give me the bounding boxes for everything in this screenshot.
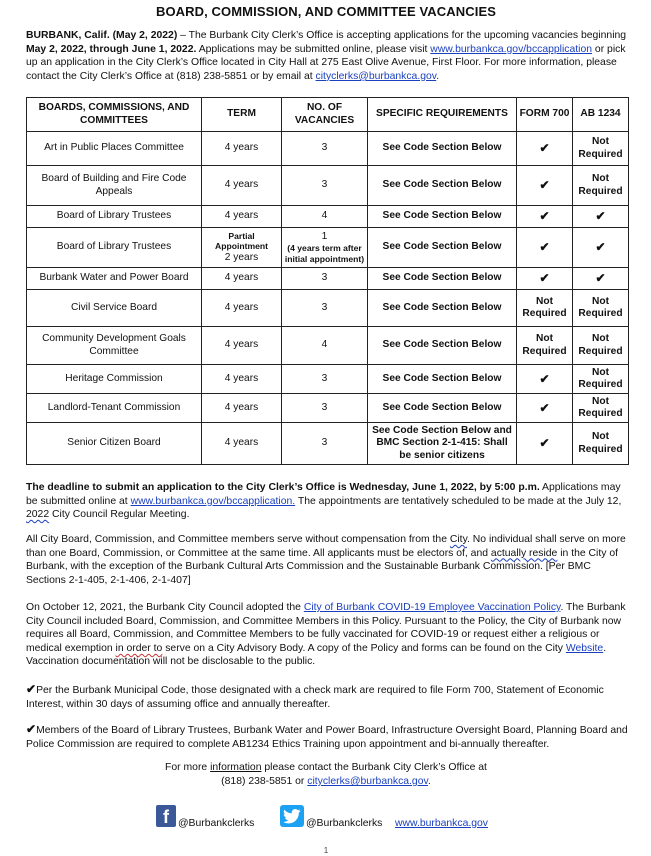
table-row xyxy=(27,132,629,166)
dateline: BURBANK, Calif. (May 2, 2022) xyxy=(26,30,178,41)
twitter-icon xyxy=(280,805,304,827)
requirements: See Code Section Below xyxy=(368,394,517,423)
information-word: information xyxy=(210,762,262,773)
facebook-handle: @Burbankclerks xyxy=(178,817,255,829)
contact-phone: (818) 238-5851 or xyxy=(221,776,308,787)
board-name: Community Development Goals Committee xyxy=(27,327,202,365)
ab-1234-status: Not Required xyxy=(573,365,629,394)
service-text-3: in the City of Burbank, with the exception of the Burbank Cultural Arts Commission and the Sustainable Burbank Commission. [Per BMC Sections 2-1-405, 2-1-406, 2-1-407] xyxy=(26,547,618,586)
contact-block xyxy=(0,761,652,789)
table-row xyxy=(27,290,629,327)
ab-1234-status: Not Required xyxy=(573,166,629,206)
board-name: Art in Public Places Committee xyxy=(27,132,202,166)
form-700-check-icon: ✔ xyxy=(517,166,573,206)
intro-paragraph xyxy=(26,29,630,83)
table-row xyxy=(27,228,629,268)
board-name: Civil Service Board xyxy=(27,290,202,327)
website-link[interactable]: www.burbankca.gov xyxy=(395,817,488,829)
contact-text-1: For more xyxy=(165,762,211,773)
covid-text-3: serve on a City Advisory Body. A copy of the Policy and forms can be found on the City xyxy=(162,642,566,654)
reside-phrase: actually reside xyxy=(490,547,558,559)
form-700-note xyxy=(26,683,630,711)
table-row xyxy=(27,365,629,394)
table-row xyxy=(27,166,629,206)
requirements: See Code Section Below xyxy=(368,166,517,206)
check-mark-icon: ✔ xyxy=(26,722,37,736)
table-row xyxy=(27,423,629,465)
ab-1234-note xyxy=(26,723,630,751)
ab-1234-note-text: Members of the Board of Library Trustees, Burbank Water and Power Board, Infrastructure Oversight Board, Planning Board and Police Commission are required to complete AB1234 Ethics Training upon appointment and bi-annually thereafter. xyxy=(26,725,628,750)
vacancy-count: 1 xyxy=(321,230,328,242)
form-700-check-icon: ✔ xyxy=(517,228,573,268)
facebook-icon: f xyxy=(156,805,176,827)
form-700-check-icon: ✔ xyxy=(517,206,573,228)
vacancies: 3 xyxy=(282,166,368,206)
page-number: 1 xyxy=(323,846,329,855)
intro-text-1: – The Burbank City Clerk’s Office is accepting applications for the upcoming vacancies beginning xyxy=(177,30,627,41)
vacancies: 3 xyxy=(282,394,368,423)
vacancies: 3 xyxy=(282,365,368,394)
form-700-check-icon: ✔ xyxy=(517,423,573,465)
requirements: See Code Section Below xyxy=(368,206,517,228)
board-name: Senior Citizen Board xyxy=(27,423,202,465)
requirements: See Code Section Below xyxy=(368,290,517,327)
twitter-bird-icon xyxy=(283,809,301,824)
header-vacancies: NO. OF VACANCIES xyxy=(282,98,368,132)
city-word: City xyxy=(449,534,467,545)
vacancies: 3 xyxy=(282,132,368,166)
clerk-email-link[interactable]: cityclerks@burbankca.gov xyxy=(315,70,437,82)
city-website-link[interactable]: Website xyxy=(565,642,604,654)
form-700-status: Not Required xyxy=(517,290,573,327)
covid-paragraph xyxy=(26,601,630,669)
term: 4 years xyxy=(202,206,282,228)
ab-1234-check-icon: ✔ xyxy=(573,206,629,228)
ab-1234-check-icon: ✔ xyxy=(573,268,629,290)
deadline-text-3: City Council Regular Meeting. xyxy=(49,509,190,521)
form-700-check-icon: ✔ xyxy=(517,132,573,166)
ab-1234-status: Not Required xyxy=(573,132,629,166)
board-name: Board of Library Trustees xyxy=(27,206,202,228)
term: 4 years xyxy=(202,290,282,327)
vacancies: 3 xyxy=(282,268,368,290)
form-700-check-icon: ✔ xyxy=(517,365,573,394)
intro-text-3: or pick up an application in the City Clerk’s Office located in City Hall at 275 East Olive Avenue, First Floor. For more information, please contact the City Clerk’s Office at (818) 238-5851 or by email at xyxy=(26,43,626,82)
ab-1234-check-icon: ✔ xyxy=(573,228,629,268)
form-700-note-text: Per the Burbank Municipal Code, those designated with a check mark are required to file Form 700, Statement of Economic Interest, within 30 days of assuming office and annually thereafter. xyxy=(26,685,604,710)
ab-1234-status: Not Required xyxy=(573,394,629,423)
term: 4 years xyxy=(202,166,282,206)
vacancies: 3 xyxy=(282,290,368,327)
term: 4 years xyxy=(202,132,282,166)
form-700-check-icon: ✔ xyxy=(517,394,573,423)
service-paragraph xyxy=(26,533,630,587)
requirements: See Code Section Below xyxy=(368,365,517,394)
ab-1234-status: Not Required xyxy=(573,290,629,327)
intro-text-2: Applications may be submitted online, please visit xyxy=(196,43,431,55)
table-row xyxy=(27,268,629,290)
requirements: See Code Section Below xyxy=(368,228,517,268)
contact-end: . xyxy=(427,776,431,787)
vacancies: 4 xyxy=(282,206,368,228)
table-row xyxy=(27,394,629,423)
facebook-link[interactable] xyxy=(156,803,254,829)
contact-text-2: please contact the Burbank City Clerk’s Office at xyxy=(261,762,487,773)
requirements: See Code Section Below xyxy=(368,327,517,365)
ab-1234-status: Not Required xyxy=(573,423,629,465)
vacancy-note: (4 years term after initial appointment) xyxy=(284,243,365,264)
vaccination-policy-link[interactable]: City of Burbank COVID-19 Employee Vaccination Policy xyxy=(303,602,561,613)
check-mark-icon: ✔ xyxy=(26,682,37,696)
header-ab-1234: AB 1234 xyxy=(573,98,629,132)
header-boards: BOARDS, COMMISSIONS, AND COMMITTEES xyxy=(27,98,202,132)
vacancies-table xyxy=(26,97,629,465)
vacancies: 4 xyxy=(282,327,368,365)
website-link-container xyxy=(395,803,488,829)
ab-1234-status: Not Required xyxy=(573,327,629,365)
deadline-text-1: Applications may be submitted online at xyxy=(26,482,621,507)
term: 4 years xyxy=(202,365,282,394)
header-requirements: SPECIFIC REQUIREMENTS xyxy=(368,98,517,132)
deadline-statement: The deadline to submit an application to the City Clerk’s Office is Wednesday, June 1, 2022, by 5:00 p.m. xyxy=(26,482,540,493)
term-partial: Partial Appointment xyxy=(215,230,268,252)
table-row xyxy=(27,327,629,365)
service-text-1: All City Board, Commission, and Committee members serve without compensation from the xyxy=(26,534,450,545)
table-row xyxy=(27,206,629,228)
requirements: See Code Section Below xyxy=(368,132,517,166)
board-name: Burbank Water and Power Board xyxy=(27,268,202,290)
form-700-check-icon: ✔ xyxy=(517,268,573,290)
deadline-paragraph xyxy=(26,481,630,522)
twitter-handle: @Burbankclerks xyxy=(306,817,383,829)
term: 4 years xyxy=(202,268,282,290)
deadline-application-link[interactable]: www.burbankca.gov/bccapplication. xyxy=(130,495,296,507)
table-header-row xyxy=(27,98,629,132)
term-years: 2 years xyxy=(224,251,259,263)
application-dates: May 2, 2022, through June 1, 2022. xyxy=(26,43,197,55)
twitter-link[interactable] xyxy=(280,803,382,829)
intro-text-4: . xyxy=(436,70,440,82)
board-name: Landlord-Tenant Commission xyxy=(27,394,202,423)
covid-text-2: . The Burbank City Council included Board, Commission, and Committee Members in this Policy. Pursuant to the Policy, the City of Burbank now requires all Board, Commission, and Committee Members to be fully vaccinated for COVID-19 or request either a religious or medical exemption xyxy=(26,602,626,654)
vacancies: 3 xyxy=(282,423,368,465)
board-name: Board of Library Trustees xyxy=(27,228,202,268)
covid-text-4: . Vaccination documentation will not be disclosable to the public. xyxy=(26,642,607,668)
header-term: TERM xyxy=(202,98,282,132)
requirements: See Code Section Below and BMC Section 2-1-415: Shall be senior citizens xyxy=(368,423,517,465)
requirements: See Code Section Below xyxy=(368,268,517,290)
board-name: Heritage Commission xyxy=(27,365,202,394)
header-form-700: FORM 700 xyxy=(517,98,573,132)
term: 4 years xyxy=(202,394,282,423)
contact-email-link[interactable]: cityclerks@burbankca.gov xyxy=(307,776,428,787)
application-link[interactable]: www.burbankca.gov/bccapplication xyxy=(430,43,593,55)
in-order-to-phrase: in order to xyxy=(115,642,163,654)
term xyxy=(202,228,282,268)
covid-text-1: On October 12, 2021, the Burbank City Council adopted the xyxy=(26,602,304,613)
page-title: BOARD, COMMISSION, AND COMMITTEE VACANCIES xyxy=(155,4,497,19)
meeting-year: 2022 xyxy=(26,509,50,521)
term: 4 years xyxy=(202,327,282,365)
form-700-status: Not Required xyxy=(517,327,573,365)
vacancies xyxy=(282,228,368,268)
service-text-2: . No individual shall serve on more than one Board, Commission, or Committee at the same time. All applicants must be electors of, and xyxy=(26,534,626,559)
deadline-text-2: The appointments are tentatively scheduled to be made at the July 12, xyxy=(295,495,622,507)
board-name: Board of Building and Fire Code Appeals xyxy=(27,166,202,206)
term: 4 years xyxy=(202,423,282,465)
